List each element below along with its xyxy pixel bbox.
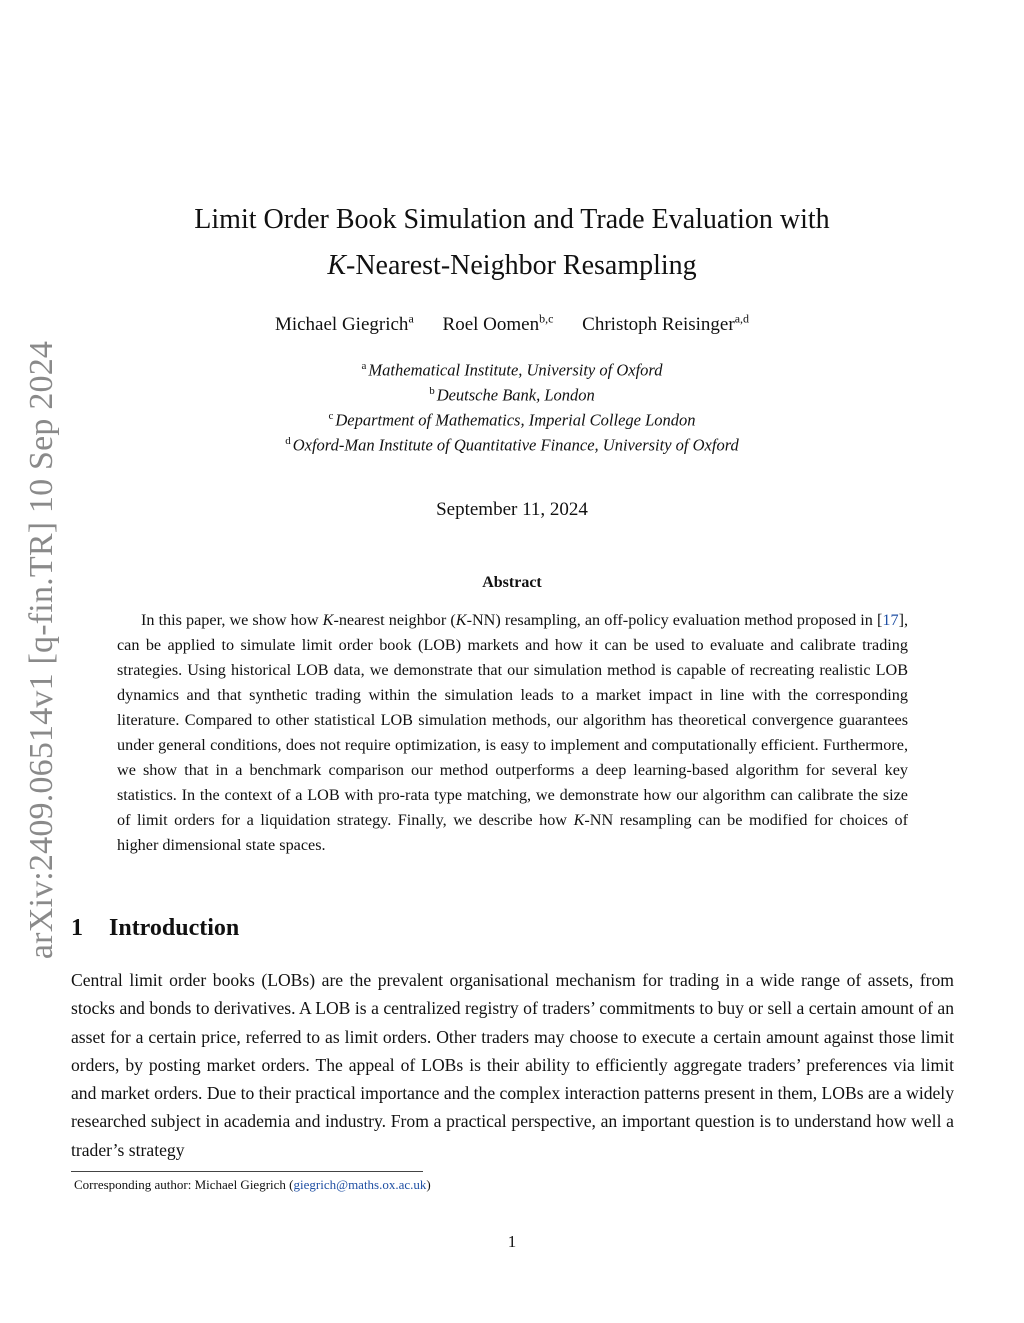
page-number: 1 bbox=[507, 1232, 517, 1251]
affiliation: $^d$ Oxford-Man Institute of Quantitative Finance, University of Oxford bbox=[285, 435, 739, 455]
citation-link[interactable]: 17 bbox=[882, 611, 899, 629]
abstract-text: In this paper, we show how K-nearest neighbor (K-NN) resampling, an off-policy evaluation method proposed in [17], can be applied to simulate limit order book (LOB) markets and how it can be used to evaluate and calibrate trading strategies. Using historical LOB data, we demonstrate that our simulation method is capable of recreating realistic LOB dynamics and that synthetic trading within the simulation leads to a market impact in line with the corresponding literature. Compared to other statistical LOB simulation methods, our algorithm has theoretical convergence guarantees under general conditions, does not require optimization, is easy to implement and computationally efficient. Furthermore, we show that in a benchmark comparison our method outperforms a deep learning-based algorithm for several key statistics. In the context of a LOB with pro-rata type matching, we demonstrate how our algorithm can calibrate the size of limit orders for a liquidation strategy. Finally, we describe how K-NN resampling can be modified for choices of higher dimensional state spaces. bbox=[117, 611, 909, 854]
email-link[interactable]: giegrich@maths.ox.ac.uk bbox=[293, 1177, 427, 1192]
introduction-text: Central limit order books (LOBs) are the prevalent organisational mechanism for trading in a wide range of assets, from stocks and bonds to derivatives. A LOB is a centralized registry of traders’ commitments to buy or sell a certain amount of an asset for a certain price, referred to as limit orders. Other traders may choose to execute a certain amount against those limit orders, by posting market orders. The appeal of LOBs is their ability to efficiently aggregate traders’ preferences via limit and market orders. Due to their practical importance and the complex interaction patterns present in them, LOBs are a widely researched subject in academia and industry. From a practical perspective, an important question is to understand how well a trader’s strategy bbox=[71, 970, 954, 1160]
section-number: 1 bbox=[71, 915, 83, 941]
footnote: Corresponding author: Michael Giegrich (giegrich@maths.ox.ac.uk) bbox=[74, 1177, 431, 1192]
author: Christoph Reisinger$^{a,d}$ bbox=[582, 312, 750, 336]
arxiv-identifier-stamp: arXiv:2409.06514v1 [q-fin.TR] 10 Sep 2024 bbox=[23, 340, 60, 960]
affiliation: $^c$ Department of Mathematics, Imperial College London bbox=[328, 410, 696, 430]
affiliation: $^b$ Deutsche Bank, London bbox=[429, 385, 595, 405]
title-line-2-rest: -Nearest-Neighbor Resampling bbox=[346, 250, 697, 281]
footnote-divider bbox=[71, 1171, 423, 1172]
paper-title bbox=[0, 197, 1024, 289]
author-list bbox=[0, 312, 1024, 336]
title-k-symbol: K bbox=[327, 250, 346, 281]
section-heading bbox=[71, 915, 239, 942]
author: Michael Giegrich$^a$ bbox=[274, 312, 414, 336]
title-line-2 bbox=[0, 243, 1024, 289]
affiliation: $^a$ Mathematical Institute, University of Oxford bbox=[361, 360, 663, 380]
author: Roel Oomen$^{b,c}$ bbox=[442, 312, 554, 336]
title-line-1: Limit Order Book Simulation and Trade Evaluation with bbox=[194, 204, 830, 235]
abstract-heading: Abstract bbox=[482, 574, 542, 591]
section-title: Introduction bbox=[109, 915, 240, 941]
publication-date: September 11, 2024 bbox=[436, 499, 588, 520]
